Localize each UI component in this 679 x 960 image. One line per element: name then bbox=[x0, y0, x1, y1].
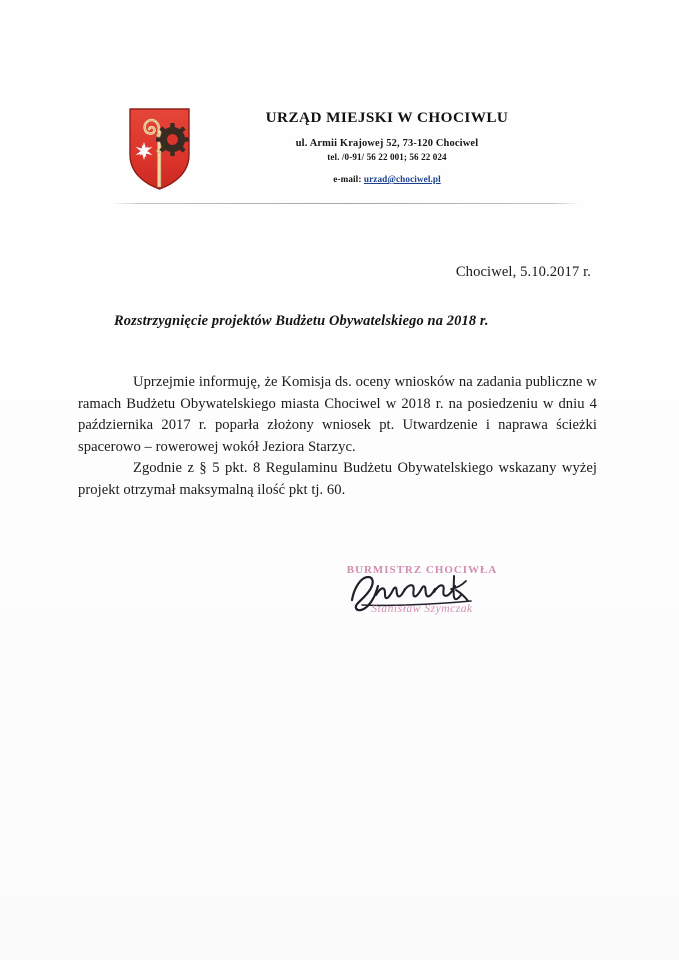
body-paragraph-2: Zgodnie z § 5 pkt. 8 Regulaminu Budżetu Obywatelskiego wskazany wyżej projekt otrzymał maksymalną ilość pkt tj. 60. bbox=[78, 460, 597, 498]
body-paragraph-1: Uprzejmie informuję, że Komisja ds. oceny wniosków na zadania publiczne w ramach Budżetu Obywatelskiego miasta Chociwel w 2018 r. na posiedzeniu w dniu 4 października 2017 r. poparła złożony wniosek pt. Utwardzenie i naprawa ścieżki spacerowo – rowerowej wokół Jeziora Starzyc. bbox=[78, 374, 597, 455]
date-line: Chociwel, 5.10.2017 r. bbox=[455, 264, 591, 280]
letterhead-text-block bbox=[213, 104, 567, 184]
stamp-office-title: BURMISTRZ CHOCIWŁA bbox=[346, 564, 498, 576]
letterhead-divider bbox=[112, 203, 581, 204]
coat-of-arms-icon bbox=[128, 107, 191, 191]
signature-block bbox=[322, 562, 522, 634]
stamp-person-name: Stanisław Szymczak bbox=[371, 602, 473, 615]
letterhead bbox=[0, 104, 679, 191]
subject-heading: Rozstrzygnięcie projektów Budżetu Obywatelskiego na 2018 r. bbox=[114, 313, 489, 329]
office-name: URZĄD MIEJSKI W CHOCIWLU bbox=[265, 109, 509, 126]
office-phone: tel. /0-91/ 56 22 001; 56 22 024 bbox=[327, 151, 447, 162]
email-label: e-mail: bbox=[333, 174, 362, 185]
letter-body bbox=[78, 372, 597, 501]
office-email-link[interactable]: urzad@chociwel.pl bbox=[363, 174, 441, 185]
office-address: ul. Armii Krajowej 52, 73-120 Chociwel bbox=[295, 137, 479, 149]
office-email-line bbox=[213, 174, 561, 184]
